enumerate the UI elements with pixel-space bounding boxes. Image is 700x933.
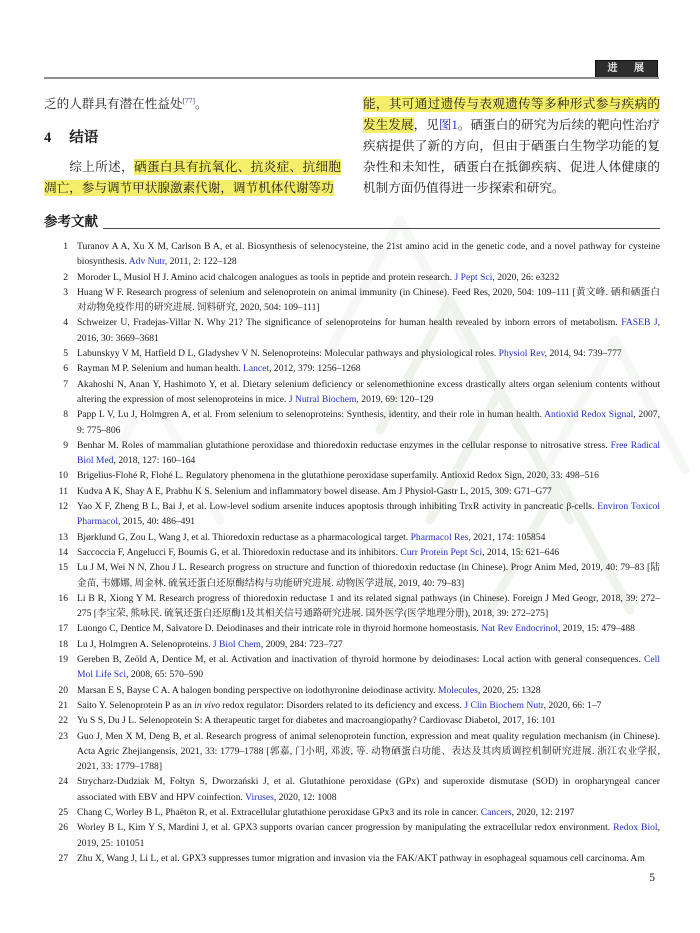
reference-item <box>44 652 660 683</box>
page-content <box>44 94 660 866</box>
reference-item <box>44 774 660 805</box>
left-intro-text <box>44 94 341 115</box>
text-run: , 2011, 2: 122–128 <box>164 256 237 268</box>
reference-number: 27 <box>58 852 68 864</box>
text-run: , 2020, 66: 1–7 <box>543 699 602 711</box>
reference-item <box>44 637 660 652</box>
reference-item <box>44 713 660 728</box>
reference-number: 15 <box>58 562 68 574</box>
page-number: 5 <box>649 872 655 884</box>
reference-item <box>44 530 660 545</box>
text-run: Turanov A A, Xu X M, Carlson B A, et al. Biosynthesis of selenocysteine, the 21st amino acid in the genetic code, and a novel pathway for cysteine biosynthesis. <box>77 241 660 268</box>
header-rule <box>44 77 659 79</box>
text-run: , 2014, 94: 739–777 <box>544 348 622 360</box>
text-run: 。硒蛋白的研究为后续的靶向性治疗疾病提供了新的方向，但由于硒蛋白生物学功能的复杂性和未知性，硒蛋白在抵御疾病、促进人体健康的机制方面仍值得进一步探索和研究。 <box>363 118 661 195</box>
left-column <box>44 94 341 199</box>
reference-number: 22 <box>58 715 68 727</box>
reference-item <box>44 560 660 591</box>
citation-link[interactable]: Free Radical Biol Med <box>77 439 660 467</box>
reference-item <box>44 484 660 499</box>
reference-number: 8 <box>63 409 68 421</box>
citation-link[interactable]: Molecules <box>437 684 478 696</box>
reference-item <box>44 438 660 469</box>
reference-number: 5 <box>63 348 68 360</box>
citation-link[interactable]: Environ Toxicol Pharmacol <box>77 501 660 528</box>
reference-item <box>44 851 660 866</box>
conclusion-heading <box>44 128 341 148</box>
reference-item <box>44 805 660 820</box>
citation-link[interactable]: Antioxid Redox Signal <box>544 409 634 421</box>
reference-number: 13 <box>58 531 68 543</box>
reference-number: 7 <box>63 378 68 390</box>
text-run: 。 <box>195 97 208 111</box>
reference-item <box>44 239 660 270</box>
text-run: Luongo C, Dentice M, Salvatore D. Deiodinases and their intricate role in thyroid hormone homeostasis. <box>77 623 482 635</box>
citation-link[interactable]: Nat Rev Endocrinol <box>481 623 558 635</box>
reference-item <box>44 545 660 560</box>
section-title: 结语 <box>69 130 99 146</box>
text-run: Saccoccia F, Angelucci F, Boumis G, et al. Thioredoxin reductase and its inhibitors. <box>77 546 401 558</box>
text-run: Kudva A K, Shay A E, Prabhu K S. Selenium and inflammatory bowel disease. Am J Physiol-Gastr L, 2015, 309: G71–G77 <box>77 485 552 497</box>
text-run: , 2021, 174: 105854 <box>468 531 546 543</box>
text-run: , 2008, 65: 570–590 <box>126 669 204 681</box>
reference-number: 20 <box>58 684 68 696</box>
citation-link[interactable]: J Pept Sci <box>454 271 493 283</box>
text-run: Zhu X, Wang J, Li L, et al. GPX3 suppresses tumor migration and invasion via the FAK/AKT pathway in esophageal squamous cell carcinoma. Am <box>77 852 645 864</box>
text-run: Saito Y. Selenoprotein P as an <box>77 699 195 711</box>
text-run: , 2020, 25: 1328 <box>477 684 541 696</box>
text-run: Labunskyy V M, Hatfield D L, Gladyshev V N. Selenoproteins: Molecular pathways and physiological roles. <box>77 348 499 360</box>
reference-item <box>44 683 660 698</box>
reference-number: 17 <box>58 623 68 635</box>
citation-link[interactable]: J Biol Chem <box>212 638 261 650</box>
reference-number: 4 <box>63 317 68 329</box>
text-run: Schweizer U, Fradejas-Villar N. Why 21? The significance of selenoproteins for human health revealed by inborn errors of metabolism. <box>77 317 622 329</box>
citation-link[interactable]: Adv Nutr <box>128 256 165 268</box>
text-run: , 2019, 15: 479–488 <box>557 623 635 635</box>
text-run: Yu S S, Du J L. Selenoprotein S: A therapeutic target for diabetes and macroangiopathy? Cardiovasc Diabetol, 2017, 16: 101 <box>77 715 556 727</box>
reference-item <box>44 285 660 316</box>
citation-link[interactable]: Physiol Rev <box>498 348 545 360</box>
text-run: , 2020, 12: 1008 <box>273 791 337 803</box>
text-run: redox regulator: Disorders related to its deficiency and excess. <box>220 699 465 711</box>
text-run: , 2020, 26: e3232 <box>492 271 560 283</box>
conclusion-columns <box>44 94 660 199</box>
highlighted-text: 能，其可通过遗传与表观遗传等多种形式参与疾病的发生发展 <box>363 97 660 132</box>
reference-item <box>44 591 660 622</box>
reference-item <box>44 621 660 636</box>
text-run: Akahoshi N, Anan Y, Hashimoto Y, et al. Dietary selenium deficiency or selenomethionine excess drastically alters organ selenium contents without altering the expression of most selenoproteins in mice. <box>77 378 660 405</box>
citation-link[interactable]: Cancers <box>480 806 512 818</box>
text-run: , 2009, 284: 723–727 <box>260 638 343 650</box>
reference-item <box>44 820 660 851</box>
reference-number: 25 <box>58 806 68 818</box>
references-header <box>44 214 660 230</box>
text-run: Bjørklund G, Zou L, Wang J, et al. Thioredoxin reductase as a pharmacological target. <box>77 531 411 543</box>
reference-item <box>44 270 660 285</box>
citation-link[interactable]: Viruses <box>245 791 274 803</box>
references-list <box>44 239 660 866</box>
text-run: Marsan E S, Bayse C A. A halogen bonding perspective on iodothyronine deiodinase activity. <box>77 684 438 696</box>
citation-link[interactable]: FASEB J <box>621 317 658 329</box>
conclusion-paragraph-left <box>44 157 341 199</box>
text-run: , 2012, 379: 1256–1268 <box>269 363 361 375</box>
reference-number: 6 <box>63 363 68 375</box>
text-run: , 2019, 25: 101051 <box>77 822 660 849</box>
progress-badge: 进 展 <box>595 60 659 78</box>
text-run: Moroder L, Musiol H J. Amino acid chalcogen analogues as tools in peptide and protein research. <box>77 271 455 283</box>
text-run: Gereben B, Zeöld A, Dentice M, et al. Activation and inactivation of thyroid hormone by deiodinases: Local action with general consequences. <box>77 654 644 666</box>
citation-link[interactable]: 图1 <box>438 118 458 132</box>
text-run: Huang W F. Research progress of selenium and selenoprotein on animal immunity (in Chinese). Feed Res, 2020, 504: 109–111 [黄文峰. 硒和硒蛋白对动物免疫作用的研究进展. 饲料研究, 2020, 504: 109–111] <box>77 286 660 314</box>
reference-item <box>44 377 660 408</box>
reference-number: 3 <box>63 286 68 298</box>
reference-number: 9 <box>63 439 68 451</box>
text-run: , 2016, 30: 3669–3681 <box>77 317 660 344</box>
section-number: 4 <box>44 130 52 146</box>
citation-link[interactable]: Lancet <box>243 363 270 375</box>
text-run: Strycharz-Dudziak M, Fołtyn S, Dworzański J, et al. Glutathione peroxidase (GPx) and superoxide dismutase (SOD) in oropharyngeal cancer associated with EBV and HPV coinfection. <box>77 776 660 803</box>
citation-link[interactable]: J Nutral Biochem <box>288 393 357 405</box>
references-heading: 参考文献 <box>44 214 98 229</box>
conclusion-paragraph-right <box>363 94 660 199</box>
text-run: , 2020, 12: 2197 <box>511 806 575 818</box>
text-run: Benhar M. Roles of mammalian glutathione peroxidase and thioredoxin reductase enzymes in the cellular response to nitrosative stress. <box>77 439 611 451</box>
superscript-citation[interactable]: [77] <box>182 95 196 105</box>
text-run: Chang C, Worley B L, Phaëton R, et al. Extracellular glutathione peroxidase GPx3 and its role in cancer. <box>77 806 481 818</box>
reference-item <box>44 698 660 713</box>
reference-item <box>44 361 660 376</box>
text-run: Lu J M, Wei N N, Zhou J L. Research progress on structure and function of thioredoxin reductase (in Chinese). Progr Anim Med, 2019, 40: 79–83 [陆金苗, 韦娜娜, 周金林. 硫氧还蛋白还原酶结构与功能研究进展. 动物医学进展, 2019, 40: 79–83] <box>77 562 660 589</box>
citation-link[interactable]: J Clin Biochem Nutr <box>464 699 544 711</box>
reference-number: 21 <box>58 699 68 711</box>
italic-text: in vivo <box>194 699 221 711</box>
text-run: Li B R, Xiong Y M. Research progress of thioredoxin reductase 1 and its related signal pathways (in Chinese). Foreign J Med Geogr, 2018, 39: 272–275 [李宝荣, 熊咏民. 硫氧还蛋白还原酶1及其相关信号通路研究进展. 国外医学(医学地理分册), 2018, 39: 272–275] <box>77 592 660 620</box>
text-run: Guo J, Men X M, Deng B, et al. Research progress of animal selenoprotein function, expression and meat quality regulation mechanism (in Chinese). Acta Agric Zhejiangensis, 2021, 33: 1779–1788 [郭嘉, 门小明, 邓波, 等. 动物硒蛋白功能、表达及其肉质调控机制研究进展. 浙江农业学报, 2021, 33: 1779–1788] <box>77 730 660 773</box>
reference-number: 10 <box>58 470 68 482</box>
reference-number: 2 <box>63 271 68 283</box>
citation-link[interactable]: Pharmacol Res <box>410 531 469 543</box>
citation-link[interactable]: Redox Biol <box>613 822 658 834</box>
reference-number: 12 <box>58 501 68 513</box>
text-run: Worley B L, Kim Y S, Mardini J, et al. GPX3 supports ovarian cancer progression by manipulating the extracellular redox environment. <box>77 822 614 834</box>
reference-number: 14 <box>58 546 68 558</box>
text-run: Papp L V, Lu J, Holmgren A, et al. From selenium to selenoproteins: Synthesis, identity, and their role in human health. <box>77 409 545 421</box>
reference-item <box>44 468 660 483</box>
text-run: Rayman M P. Selenium and human health. <box>77 363 244 375</box>
text-run: Lu J, Holmgren A. Selenoproteins. <box>77 638 213 650</box>
text-run: , 2015, 40: 486–491 <box>118 516 196 528</box>
text-run: Brigelius-Flohé R, Flohé L. Regulatory phenomena in the glutathione peroxidase superfamily. Antioxid Redox Sign, 2020, 33: 498–516 <box>77 470 599 482</box>
text-run: , 2019, 69: 120–129 <box>356 393 434 405</box>
text-run: , 2007, 9: 775–806 <box>77 409 660 436</box>
text-run: , 2014, 15: 621–646 <box>482 546 560 558</box>
reference-number: 26 <box>58 822 68 834</box>
reference-number: 24 <box>58 776 68 788</box>
references-rule <box>103 228 660 229</box>
text-run: , 2018, 127: 160–164 <box>113 455 196 467</box>
reference-item <box>44 346 660 361</box>
reference-number: 18 <box>58 638 68 650</box>
highlighted-text: 硒蛋白具有抗氧化、抗炎症、抗细胞凋亡，参与调节甲状腺激素代谢，调节机体代谢等功 <box>44 160 342 195</box>
reference-item <box>44 407 660 438</box>
reference-item <box>44 729 660 775</box>
right-column <box>363 94 660 199</box>
text-run: ，见 <box>413 118 439 132</box>
reference-number: 19 <box>58 654 68 666</box>
citation-link[interactable]: Curr Protein Pept Sci <box>400 546 483 558</box>
reference-number: 11 <box>58 485 68 497</box>
citation-link[interactable]: Cell Mol Life Sci <box>77 654 660 681</box>
text-run: 综上所述， <box>69 160 134 174</box>
reference-number: 16 <box>58 592 68 604</box>
reference-number: 23 <box>58 730 68 742</box>
reference-item <box>44 499 660 530</box>
text-run: 乏的人群具有潜在性益处 <box>44 97 183 111</box>
reference-number: 1 <box>63 241 68 252</box>
text-run: Yao X F, Zheng B L, Bai J, et al. Low-level sodium arsenite induces apoptosis through inhibiting TrxR activity in pancreatic β-cells. <box>77 501 598 513</box>
reference-item <box>44 315 660 346</box>
